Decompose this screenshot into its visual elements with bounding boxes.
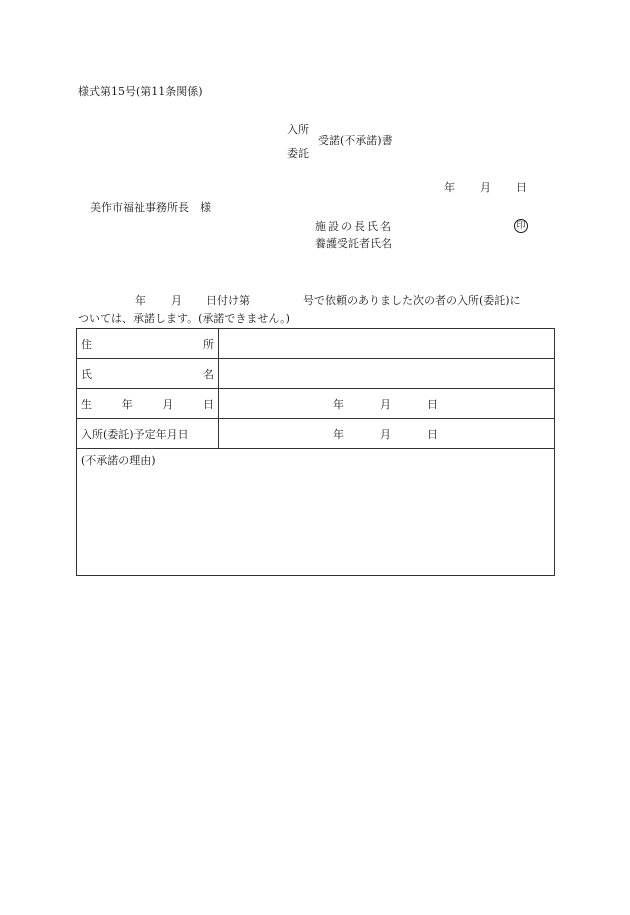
- issue-date: [444, 182, 527, 193]
- refusal-reason-field[interactable]: [77, 449, 555, 576]
- refusal-reason-label: (不承諾の理由): [81, 454, 156, 467]
- title-option-admission: 入所: [287, 123, 309, 136]
- scheduled-date-label: 入所(委託)予定年月日: [77, 419, 219, 449]
- seal-icon: 印: [514, 219, 528, 233]
- request-paragraph-line1: [78, 295, 521, 306]
- table-row-address: [77, 329, 555, 359]
- subject-info-table: [76, 328, 555, 576]
- addressee: 美作市福祉事務所長 様: [90, 201, 211, 214]
- address-value[interactable]: [219, 329, 555, 359]
- request-line1-rest: 号で依頼のありました次の者の入所(委託)に: [303, 294, 521, 307]
- table-row-scheduled-date: [77, 419, 555, 449]
- issue-date-month: 月: [480, 181, 491, 194]
- title-option-consignment: 委託: [287, 147, 309, 160]
- birthdate-value[interactable]: 年 月 日: [219, 389, 555, 419]
- issue-date-year: 年: [444, 181, 455, 194]
- guardian-name-label: 養護受託者氏名: [315, 237, 392, 250]
- birthdate-label: 生 年 月 日: [77, 389, 219, 419]
- request-day-prefix: 日付け第: [206, 294, 250, 307]
- request-year: 年: [135, 294, 146, 307]
- request-month: 月: [171, 294, 182, 307]
- document-title: 受諾(不承諾)書: [318, 134, 393, 147]
- form-number-label: 様式第15号(第11条関係): [78, 85, 203, 98]
- name-value[interactable]: [219, 359, 555, 389]
- scheduled-date-value[interactable]: 年 月 日: [219, 419, 555, 449]
- facility-head-name-label: 施設の長氏名: [315, 220, 393, 233]
- table-row-birthdate: [77, 389, 555, 419]
- issue-date-day: 日: [516, 181, 527, 194]
- name-label: 氏 名: [77, 359, 219, 389]
- request-paragraph-line2: ついては、承諾します。(承諾できません。): [78, 312, 290, 325]
- address-label: 住 所: [77, 329, 219, 359]
- table-row-reason: [77, 449, 555, 576]
- table-row-name: [77, 359, 555, 389]
